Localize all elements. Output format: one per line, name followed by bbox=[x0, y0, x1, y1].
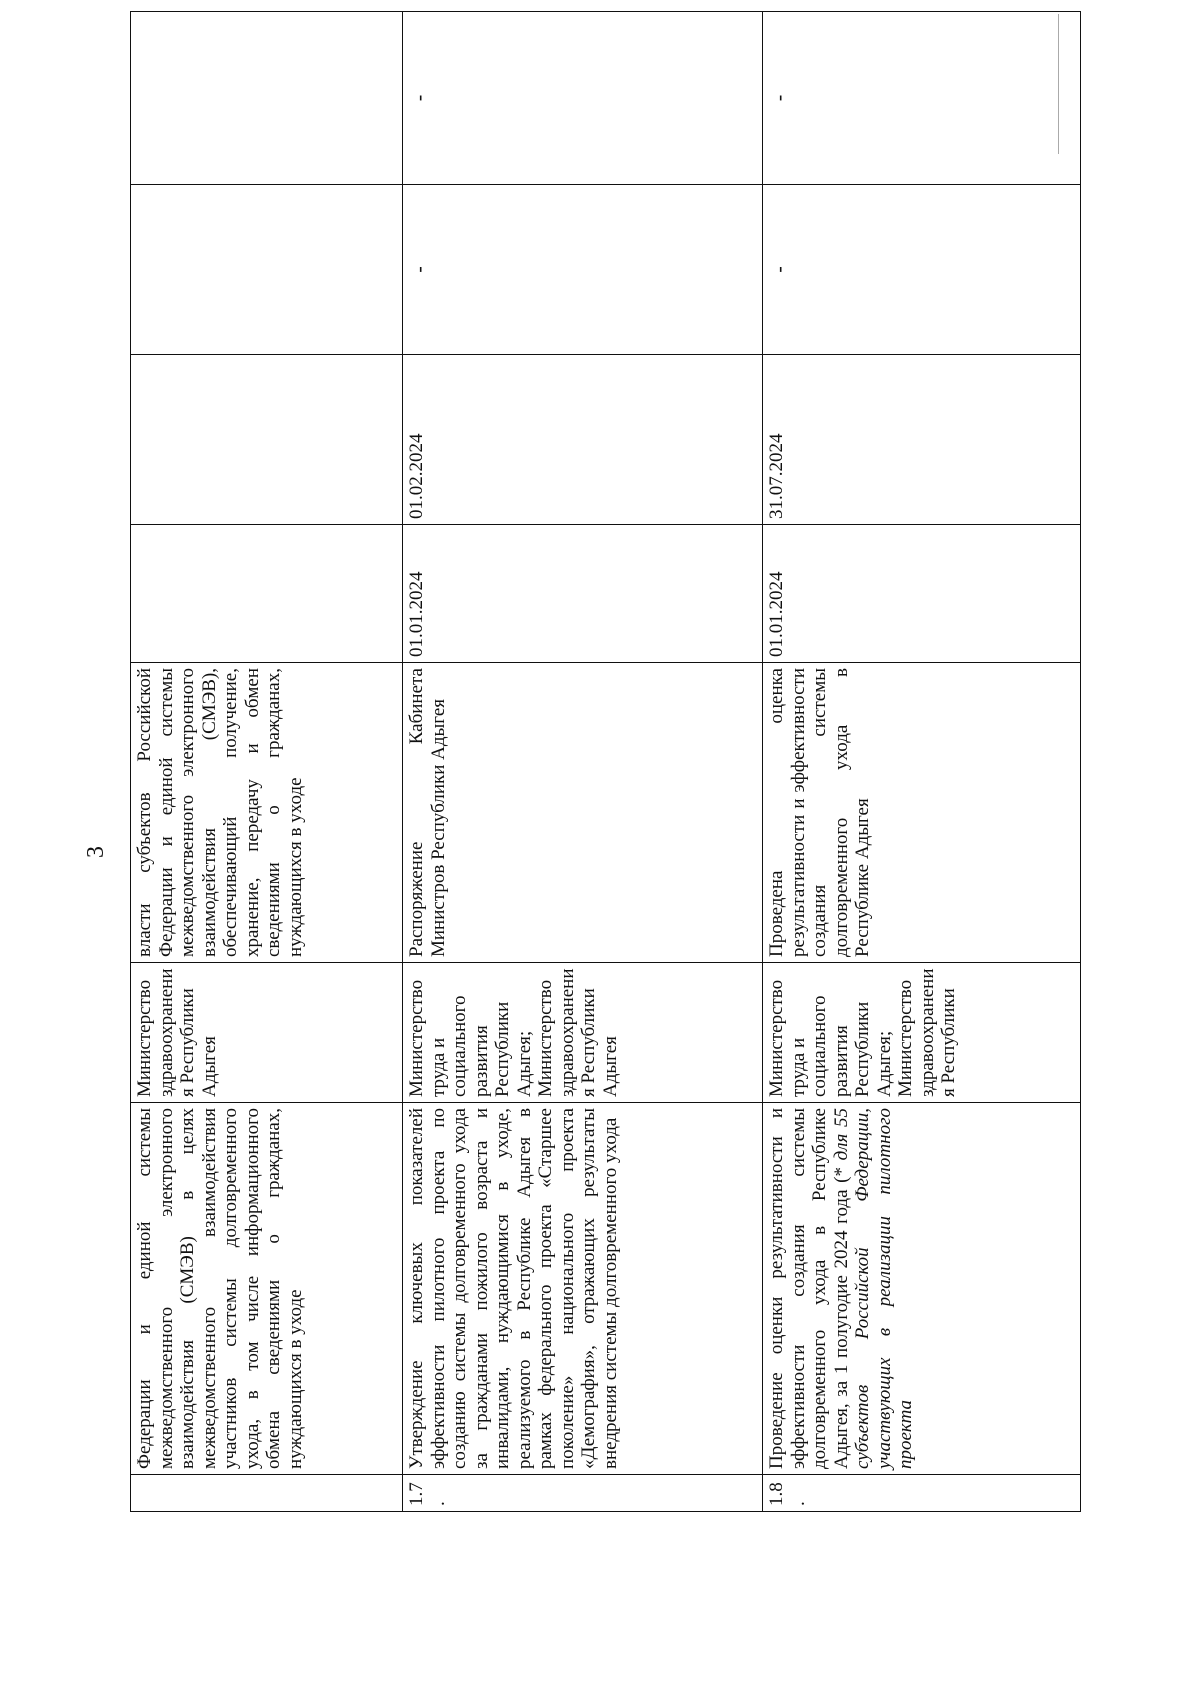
cell-start-date: 01.01.2024 bbox=[763, 525, 1081, 663]
cell-number bbox=[131, 1475, 403, 1512]
table-row bbox=[403, 12, 763, 1512]
cell-activity bbox=[763, 1103, 1081, 1475]
cell-number: 1.8. bbox=[763, 1475, 1081, 1512]
cell-col7: - bbox=[403, 185, 763, 355]
rotated-table-container bbox=[130, 12, 1080, 1512]
cell-number: 1.7. bbox=[403, 1475, 763, 1512]
cell-start-date bbox=[131, 525, 403, 663]
cell-responsible: Министерство здравоохранения Республики Адыгея bbox=[131, 963, 403, 1103]
cell-col8: - bbox=[403, 12, 763, 185]
activity-note-italic: для 55 субъектов Российской Федерации, участвующих в реализации пилотного проекта bbox=[830, 1107, 916, 1469]
page-number: 3 bbox=[83, 846, 109, 858]
cell-responsible: Министерство труда и социального развития Республики Адыгея; Министерство здравоохранения Республики bbox=[763, 963, 1081, 1103]
table-row bbox=[131, 12, 403, 1512]
cell-start-date: 01.01.2024 bbox=[403, 525, 763, 663]
cell-result: Распоряжение Кабинета Министров Республики Адыгея bbox=[403, 663, 763, 963]
cell-end-date bbox=[131, 355, 403, 525]
cell-result: Проведена оценка результативности и эффективности создания системы долговременного ухода в Республике Адыгея bbox=[763, 663, 1081, 963]
cell-col7 bbox=[131, 185, 403, 355]
cell-col7: - bbox=[763, 185, 1081, 355]
cell-end-date: 01.02.2024 bbox=[403, 355, 763, 525]
activity-text: Проведение оценки результативности и эффективности создания системы долговременного ухода в Республике Адыгея, за 1 полугодие 2024 года (* bbox=[766, 1108, 852, 1469]
cell-col8 bbox=[131, 12, 403, 185]
cell-end-date: 31.07.2024 bbox=[763, 355, 1081, 525]
cell-activity: Федерации и единой системы межведомственного электронного взаимодействия (СМЭВ) в целях межведомственного взаимодействия участников системы долговременного ухода, в том числе информационного обмена сведениями о гражданах, нуждающихся в уходе bbox=[131, 1103, 403, 1475]
cell-col8: - bbox=[763, 12, 1081, 185]
plan-table bbox=[130, 11, 1081, 1512]
cell-responsible: Министерство труда и социального развития Республики Адыгея; Министерство здравоохранения Республики Адыгея bbox=[403, 963, 763, 1103]
cell-result: власти субъектов Российской Федерации и единой системы межведомственного электронного взаимодействия (СМЭВ), обеспечивающий получение, хранение, передачу и обмен сведениями о гражданах, нуждающихся в уходе bbox=[131, 663, 403, 963]
table-row bbox=[763, 12, 1081, 1512]
cell-activity: Утверждение ключевых показателей эффективности пилотного проекта по созданию системы долговременного ухода за гражданами пожилого возраста и инвалидами, нуждающимися в уходе, реализуемого в Республике Адыгея в рамках федерального проекта «Старшее поколение» национального проекта «Демография», отражающих результаты внедрения системы долговременного ухода bbox=[403, 1103, 763, 1475]
